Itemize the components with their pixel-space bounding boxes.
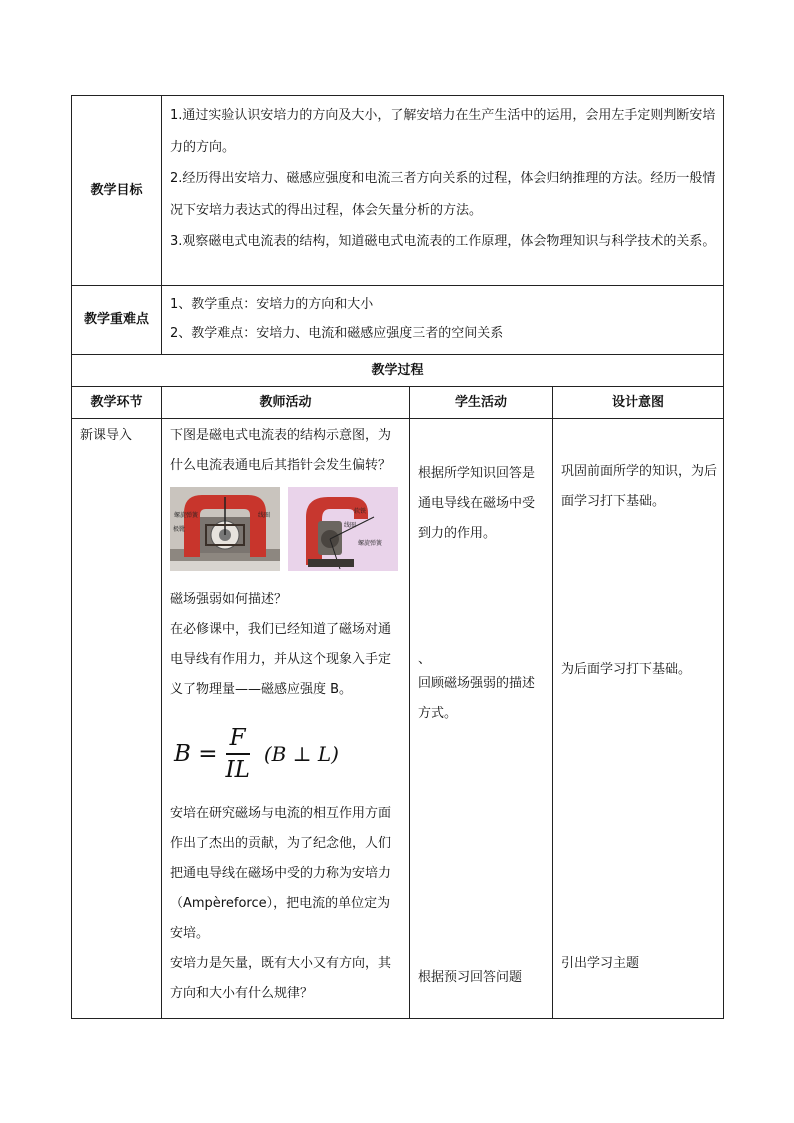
goal-item: 2.经历得出安培力、磁感应强度和电流三者方向关系的过程，体会归纳推理的方法。经历一般情况下安培力表达式的得出过程，体会矢量分析的方法。 [170, 171, 716, 218]
design-intent-cell [553, 419, 724, 1019]
goals-row [72, 96, 724, 286]
intro-row [72, 419, 724, 1019]
student-mark: 、 [418, 652, 432, 667]
difficulty-item: 1、教学重点：安培力的方向和大小 [170, 297, 374, 312]
teacher-activity-cell [162, 419, 410, 1019]
teacher-question-3: 安培力是矢量，既有大小又有方向，其方向和大小有什么规律？ [170, 956, 392, 1001]
photo2-label: 线圈 [344, 522, 357, 529]
stage-cell [72, 419, 162, 1019]
photo2-label: 螺旋弹簧 [358, 540, 383, 547]
goal-item: 3.观察磁电式电流表的结构，知道磁电式电流表的工作原理，体会物理知识与科学技术的关系。 [170, 234, 716, 249]
student-answer-2: 回顾磁场强弱的描述方式。 [418, 676, 536, 721]
difficulty-item: 2、教学难点：安培力、电流和磁感应强度三者的空间关系 [170, 326, 504, 341]
header-student: 学生活动 [410, 387, 553, 419]
lesson-plan-table [71, 95, 724, 1019]
stage-label: 新课导入 [80, 428, 133, 443]
ammeter-photos [170, 487, 403, 571]
formula-denominator: IL [225, 757, 250, 783]
header-teacher: 教师活动 [162, 387, 410, 419]
process-title: 教学过程 [72, 355, 724, 387]
intent-1: 巩固前面所学的知识，为后面学习打下基础。 [561, 464, 718, 509]
ammeter-diagram-image [288, 487, 398, 571]
student-answer-3: 根据预习回答问题 [418, 970, 523, 985]
process-header-row [72, 387, 724, 419]
formula-numerator: F [226, 723, 250, 755]
ammeter-photo-1 [170, 487, 280, 571]
goal-item: 1.通过实验认识安培力的方向及大小，了解安培力在生产生活中的运用，会用左手定则判断安培力的方向。 [170, 108, 716, 155]
intent-2: 为后面学习打下基础。 [561, 662, 692, 677]
formula-fraction [225, 723, 249, 785]
photo1-label: 线圈 [258, 512, 271, 519]
difficulties-label: 教学重难点 [72, 286, 162, 355]
photo1-label: 极靴 [173, 526, 186, 533]
ammeter-photo-2 [288, 487, 398, 571]
student-answer-1: 根据所学知识回答是通电导线在磁场中受到力的作用。 [418, 466, 536, 541]
teacher-paragraph-1: 在必修课中，我们已经知道了磁场对通电导线有作用力，并从这个现象入手定义了物理量——磁感应强度 B。 [170, 622, 392, 697]
ammeter-structure-image [170, 487, 280, 571]
teacher-paragraph-2: 安培在研究磁场与电流的相互作用方面作出了杰出的贡献，为了纪念他，人们把通电导线在磁场中受的力称为安培力（Ampèreforce），把电流的单位定为安培。 [170, 806, 392, 941]
goals-content [162, 96, 724, 286]
magnetic-induction-formula [174, 719, 403, 789]
difficulties-content [162, 286, 724, 355]
header-stage: 教学环节 [72, 387, 162, 419]
process-title-row [72, 355, 724, 387]
teacher-question-2: 磁场强弱如何描述？ [170, 592, 288, 607]
photo1-label: 螺旋弹簧 [174, 512, 199, 519]
header-intent: 设计意图 [553, 387, 724, 419]
photo2-label: 软铁 [354, 508, 367, 515]
goals-label: 教学目标 [72, 96, 162, 286]
formula-lhs: B = [174, 741, 218, 767]
formula-condition: (B ⊥ L) [263, 742, 339, 766]
difficulties-row [72, 286, 724, 355]
student-activity-cell [410, 419, 553, 1019]
intent-3: 引出学习主题 [561, 956, 640, 971]
teacher-question-1: 下图是磁电式电流表的结构示意图，为什么电流表通电后其指针会发生偏转？ [170, 428, 392, 473]
